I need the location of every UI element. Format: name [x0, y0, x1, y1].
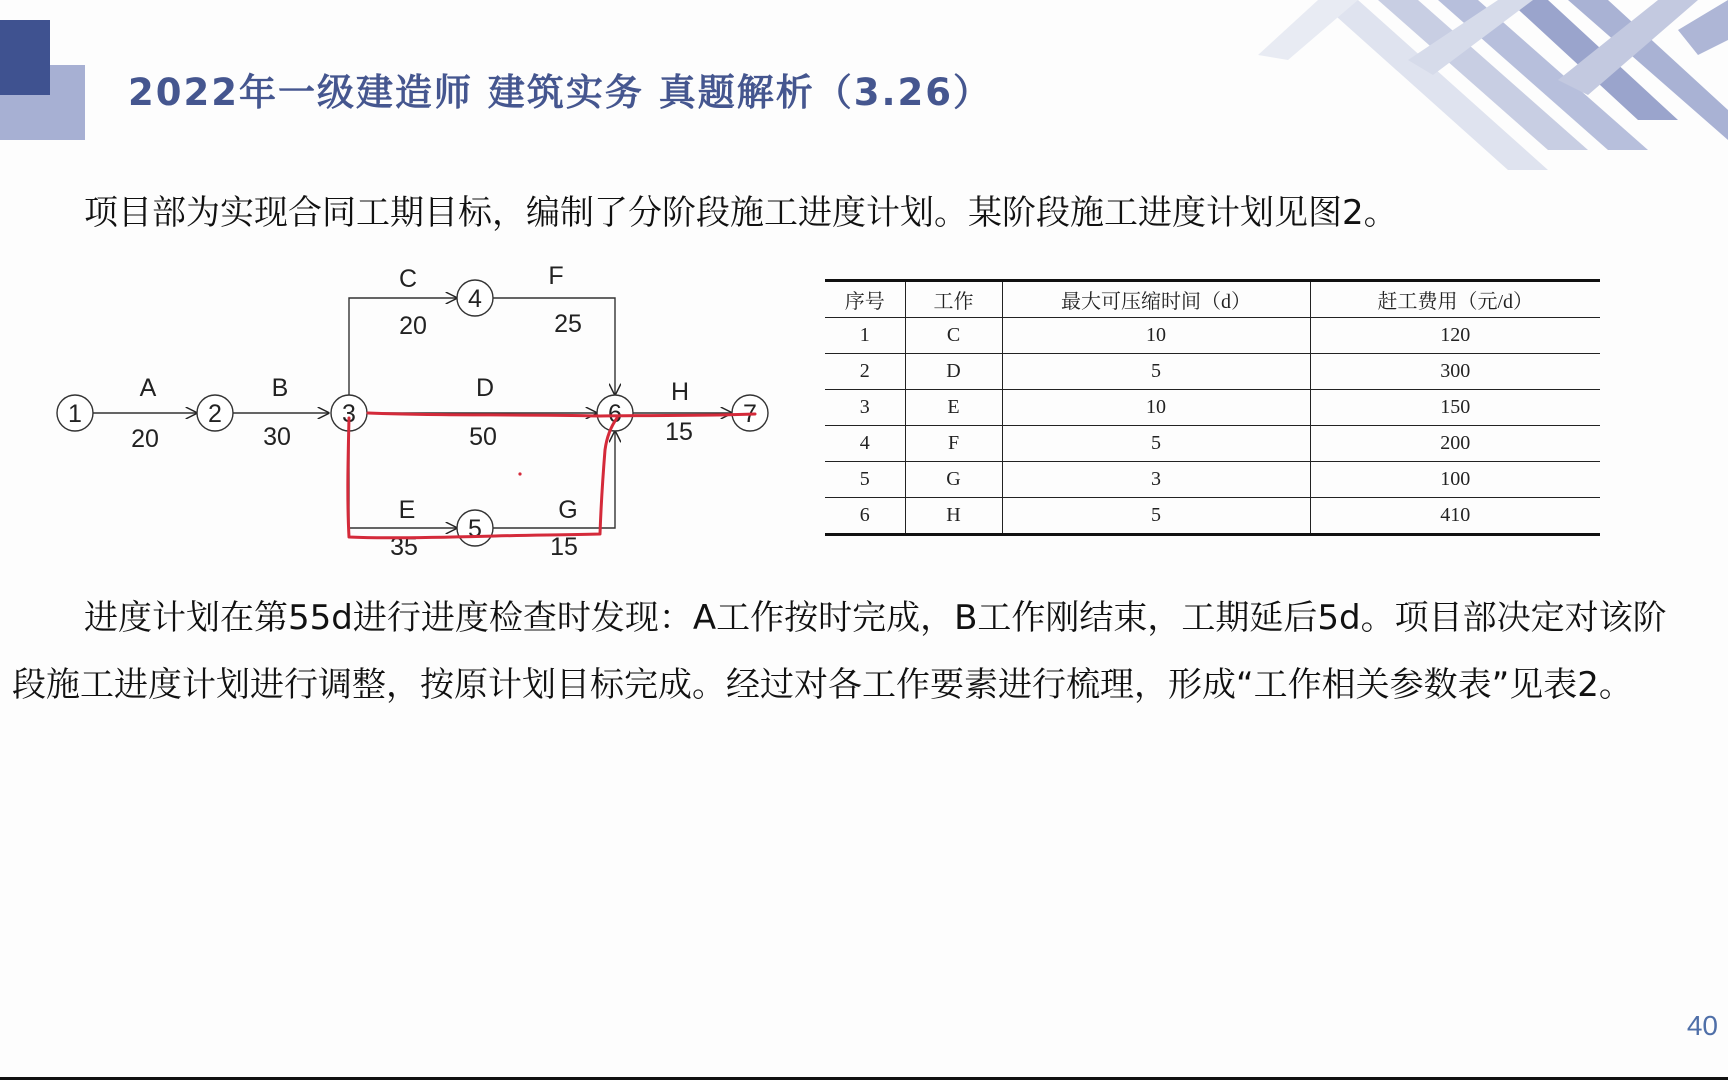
decorative-chevron-pattern [1258, 0, 1728, 170]
node-label-4: 4 [468, 285, 482, 313]
table-row [825, 354, 1600, 390]
activity-e-duration: 35 [390, 533, 418, 561]
cell-serial: 5 [825, 462, 905, 498]
table-row [825, 390, 1600, 426]
node-label-5: 5 [468, 515, 482, 543]
cell-crash-cost: 120 [1310, 318, 1600, 354]
table-row [825, 318, 1600, 354]
annotation-dot [518, 472, 521, 475]
work-parameters-table [825, 279, 1600, 536]
arrow-g [493, 431, 615, 528]
cell-max-compress: 5 [1002, 498, 1310, 535]
cell-max-compress: 10 [1002, 390, 1310, 426]
header-serial: 序号 [825, 281, 905, 318]
node-label-7: 7 [743, 400, 757, 428]
activity-d-duration: 50 [469, 423, 497, 451]
cell-serial: 4 [825, 426, 905, 462]
activity-f-name: F [548, 262, 564, 290]
cell-crash-cost: 410 [1310, 498, 1600, 535]
activity-f-duration: 25 [554, 310, 582, 338]
cell-work: E [905, 390, 1002, 426]
header-max-compress: 最大可压缩时间（d） [1002, 281, 1310, 318]
cell-work: D [905, 354, 1002, 390]
activity-a-duration: 20 [131, 425, 159, 453]
cell-serial: 6 [825, 498, 905, 535]
cell-serial: 2 [825, 354, 905, 390]
table-row [825, 426, 1600, 462]
node-label-1: 1 [68, 400, 82, 428]
decorative-corner-blocks [0, 0, 90, 140]
cell-crash-cost: 300 [1310, 354, 1600, 390]
activity-d-name: D [475, 374, 495, 402]
node-label-3: 3 [342, 400, 356, 428]
activity-c-duration: 20 [399, 312, 427, 340]
activity-b-name: B [271, 374, 289, 402]
cell-crash-cost: 200 [1310, 426, 1600, 462]
cell-work: H [905, 498, 1002, 535]
cell-work: F [905, 426, 1002, 462]
node-label-6: 6 [608, 400, 622, 428]
network-schedule-diagram [55, 250, 775, 570]
intro-paragraph: 项目部为实现合同工期目标，编制了分阶段施工进度计划。某阶段施工进度计划见图2。 [84, 193, 1398, 233]
activity-a-name: A [139, 374, 157, 402]
cell-crash-cost: 100 [1310, 462, 1600, 498]
activity-h-duration: 15 [665, 418, 693, 446]
cell-max-compress: 5 [1002, 426, 1310, 462]
cell-serial: 3 [825, 390, 905, 426]
table-header-row [825, 281, 1600, 318]
cell-max-compress: 3 [1002, 462, 1310, 498]
activity-c-name: C [398, 265, 418, 293]
cell-serial: 1 [825, 318, 905, 354]
activity-b-duration: 30 [263, 423, 291, 451]
table-row [825, 462, 1600, 498]
activity-e-name: E [398, 496, 416, 524]
page-number: 40 [1686, 1010, 1718, 1041]
activity-h-name: H [670, 378, 690, 406]
body-paragraph: 进度计划在第55d进行进度检查时发现：A工作按时完成，B工作刚结束，工期延后5d。项目部决定对该阶段施工进度计划进行调整，按原计划目标完成。经过对各工作要素进行梳理，形成“工作相关参数表”见表2。 [12, 598, 1667, 705]
cell-work: G [905, 462, 1002, 498]
activity-g-name: G [558, 496, 578, 524]
cell-max-compress: 10 [1002, 318, 1310, 354]
slide-title: 2022年一级建造师 建筑实务 真题解析（3.26） [128, 71, 993, 114]
node-label-2: 2 [208, 400, 222, 428]
table-row [825, 498, 1600, 535]
cell-crash-cost: 150 [1310, 390, 1600, 426]
header-crash-cost: 赶工费用（元/d） [1310, 281, 1600, 318]
cell-work: C [905, 318, 1002, 354]
header-work: 工作 [905, 281, 1002, 318]
activity-g-duration: 15 [550, 533, 578, 561]
cell-max-compress: 5 [1002, 354, 1310, 390]
